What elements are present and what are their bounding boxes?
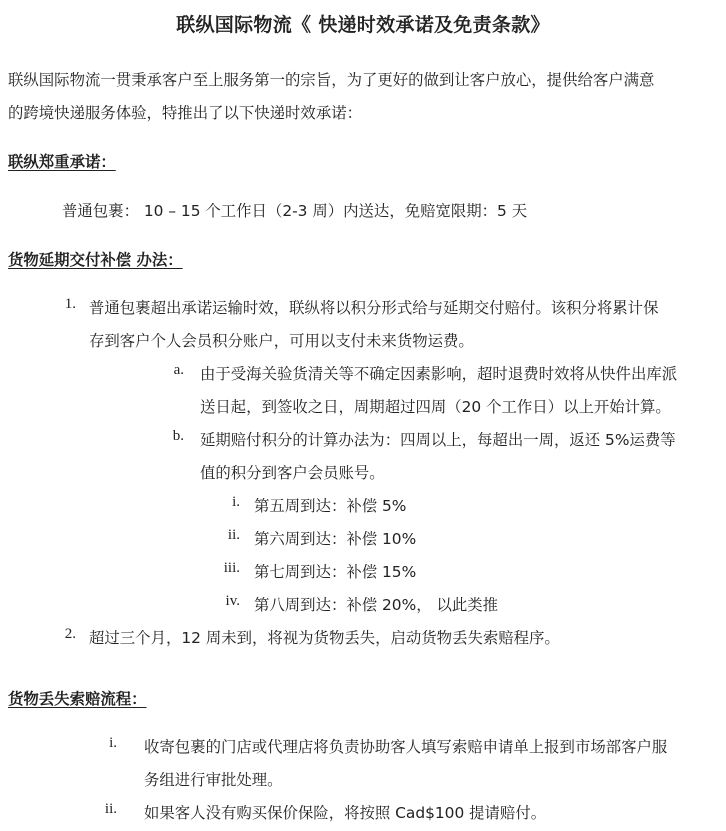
delay-item-2: 超过三个月，12 周未到，将视为货物丢失，启动货物丢失索赔程序。 xyxy=(89,629,560,647)
list-marker: ii. xyxy=(227,527,240,543)
delay-heading: 货物延期交付补偿 办法： xyxy=(8,251,183,269)
rate-item: 第六周到达：补偿 10% xyxy=(254,530,417,548)
rate-item: 第五周到达：补偿 5% xyxy=(254,497,407,515)
commitment-heading: 联纵郑重承诺： xyxy=(8,153,116,171)
list-marker: 1. xyxy=(64,296,76,312)
rate-item: 第八周到达：补偿 20%， 以此类推 xyxy=(254,596,499,614)
delay-item-1-line-2: 存到客户个人会员积分账户，可用以支付未来货物运费。 xyxy=(89,332,474,350)
list-marker: i. xyxy=(232,494,240,510)
intro-line-1: 联纵国际物流一贯秉承客户至上服务第一的宗旨，为了更好的做到让客户放心，提供给客户满意 xyxy=(8,71,655,89)
list-marker: iii. xyxy=(223,560,240,576)
delay-sub-a-line-2: 送日起，到签收之日，周期超过四周（20 个工作日）以上开始计算。 xyxy=(200,398,671,416)
delay-sub-b-line-2: 值的积分到客户会员账号。 xyxy=(200,464,385,482)
claim-item-1-line-1: 收寄包裹的门店或代理店将负责协助客人填写索赔申请单上报到市场部客户服 xyxy=(144,738,668,756)
claim-item-2-line-1: 如果客人没有购买保价保险，将按照 Cad$100 提请赔付。 xyxy=(144,804,547,822)
list-marker: b. xyxy=(172,428,184,444)
page-title: 联纵国际物流《 快递时效承诺及免责条款》 xyxy=(176,14,550,36)
claim-heading: 货物丢失索赔流程： xyxy=(8,690,147,708)
list-marker: i. xyxy=(109,735,117,751)
list-marker: iv. xyxy=(225,593,240,609)
list-marker: ii. xyxy=(104,801,117,817)
claim-item-1-line-2: 务组进行审批处理。 xyxy=(144,771,283,789)
list-marker: 2. xyxy=(64,626,76,642)
intro-line-2: 的跨境快递服务体验，特推出了以下快递时效承诺： xyxy=(8,104,362,122)
commitment-item: 普通包裹： 10 – 15 个工作日（2-3 周）内送达，免赔宽限期：5 天 xyxy=(62,202,528,220)
list-marker: a. xyxy=(173,362,184,378)
rate-item: 第七周到达：补偿 15% xyxy=(254,563,417,581)
delay-sub-b-line-1: 延期赔付积分的计算办法为：四周以上，每超出一周，返还 5%运费等 xyxy=(200,431,676,449)
delay-sub-a-line-1: 由于受海关验货清关等不确定因素影响，超时退费时效将从快件出库派 xyxy=(200,365,678,383)
delay-item-1-line-1: 普通包裹超出承诺运输时效，联纵将以积分形式给与延期交付赔付。该积分将累计保 xyxy=(89,299,659,317)
